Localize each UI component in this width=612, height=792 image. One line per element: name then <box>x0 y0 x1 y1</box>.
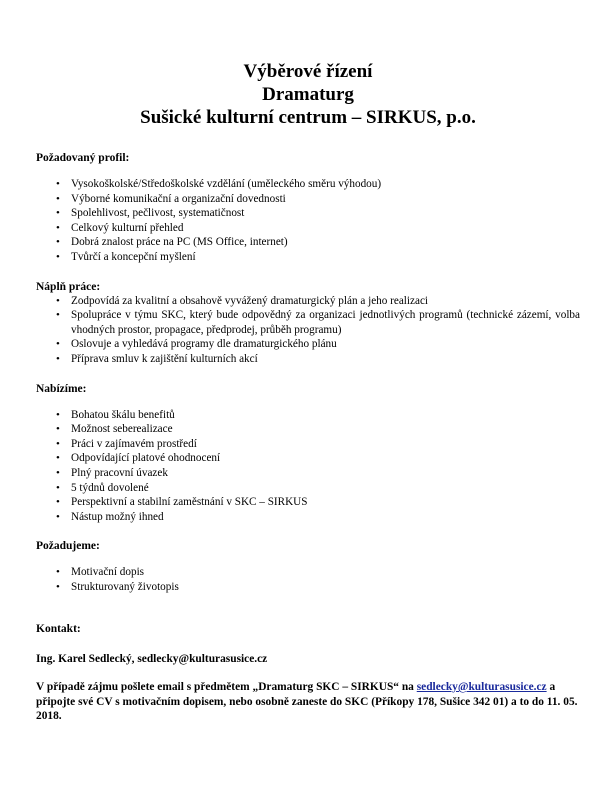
list-item: • Perspektivní a stabilní zaměstnání v SKC – SIRKUS <box>36 495 580 510</box>
instructions-text-end: a připojte své CV s motivačním dopisem, nebo osobně zaneste do SKC (Příkopy 178, Sušice 342 01) a to do 11. 05. 2018. <box>36 681 578 723</box>
contact-instructions <box>36 680 580 724</box>
list-item: • Možnost seberealizace <box>36 422 580 437</box>
list-item: • Práci v zajímavém prostředí <box>36 437 580 452</box>
duties-heading: Náplň práce: <box>36 280 101 293</box>
list-item: • Plný pracovní úvazek <box>36 466 580 481</box>
profile-heading: Požadovaný profil: <box>36 152 130 164</box>
title-line-3: Sušické kulturní centrum – SIRKUS, p.o. <box>140 107 476 128</box>
list-item: • Spolehlivost, pečlivost, systematičnost <box>36 206 580 221</box>
list-item: • Zodpovídá za kvalitní a obsahově vyvážený dramaturgický plán a jeho realizaci <box>36 294 580 309</box>
list-item: • Dobrá znalost práce na PC (MS Office, internet) <box>36 235 580 250</box>
contact-person: Ing. Karel Sedlecký, sedlecky@kulturasusice.cz <box>36 653 268 666</box>
email-link[interactable]: sedlecky@kulturasusice.cz <box>416 681 547 694</box>
instructions-text-start: V případě zájmu pošlete email s předmětem „Dramaturg SKC – SIRKUS“ na <box>36 681 417 694</box>
list-item: • Bohatou škálu benefitů <box>36 408 580 423</box>
offer-list <box>36 408 580 525</box>
profile-list <box>36 177 580 265</box>
requirements-list <box>36 565 580 594</box>
list-item: • Celkový kulturní přehled <box>36 221 580 236</box>
list-item: • Nástup možný ihned <box>36 510 580 525</box>
list-item: • 5 týdnů dovolené <box>36 481 580 496</box>
list-item: • Výborné komunikační a organizační dovednosti <box>36 192 580 207</box>
requirements-heading: Požadujeme: <box>36 540 100 553</box>
list-item: • Vysokoškolské/Středoškolské vzdělání (uměleckého směru výhodou) <box>36 177 580 192</box>
list-item: • Motivační dopis <box>36 565 580 580</box>
list-item: • Příprava smluv k zajištění kulturních akcí <box>36 352 580 367</box>
list-item: • Oslovuje a vyhledává programy dle dramaturgického plánu <box>36 337 580 352</box>
title-block <box>36 60 580 129</box>
title-line-2: Dramaturg <box>262 84 354 105</box>
title-line-1: Výběrové řízení <box>243 61 373 82</box>
list-item: • Spolupráce v týmu SKC, který bude odpovědný za organizaci jednotlivých programů (technické zázemí, volba vhodných prostor, propagace, předprodej, průběh programu) <box>36 308 580 337</box>
list-item: • Strukturovaný životopis <box>36 580 580 595</box>
list-item: • Odpovídající platové ohodnocení <box>36 451 580 466</box>
offer-heading: Nabízíme: <box>36 382 87 395</box>
document-page <box>36 60 580 724</box>
contact-heading: Kontakt: <box>36 623 81 636</box>
list-item: • Tvůrčí a koncepční myšlení <box>36 250 580 265</box>
duties-list <box>36 294 580 367</box>
